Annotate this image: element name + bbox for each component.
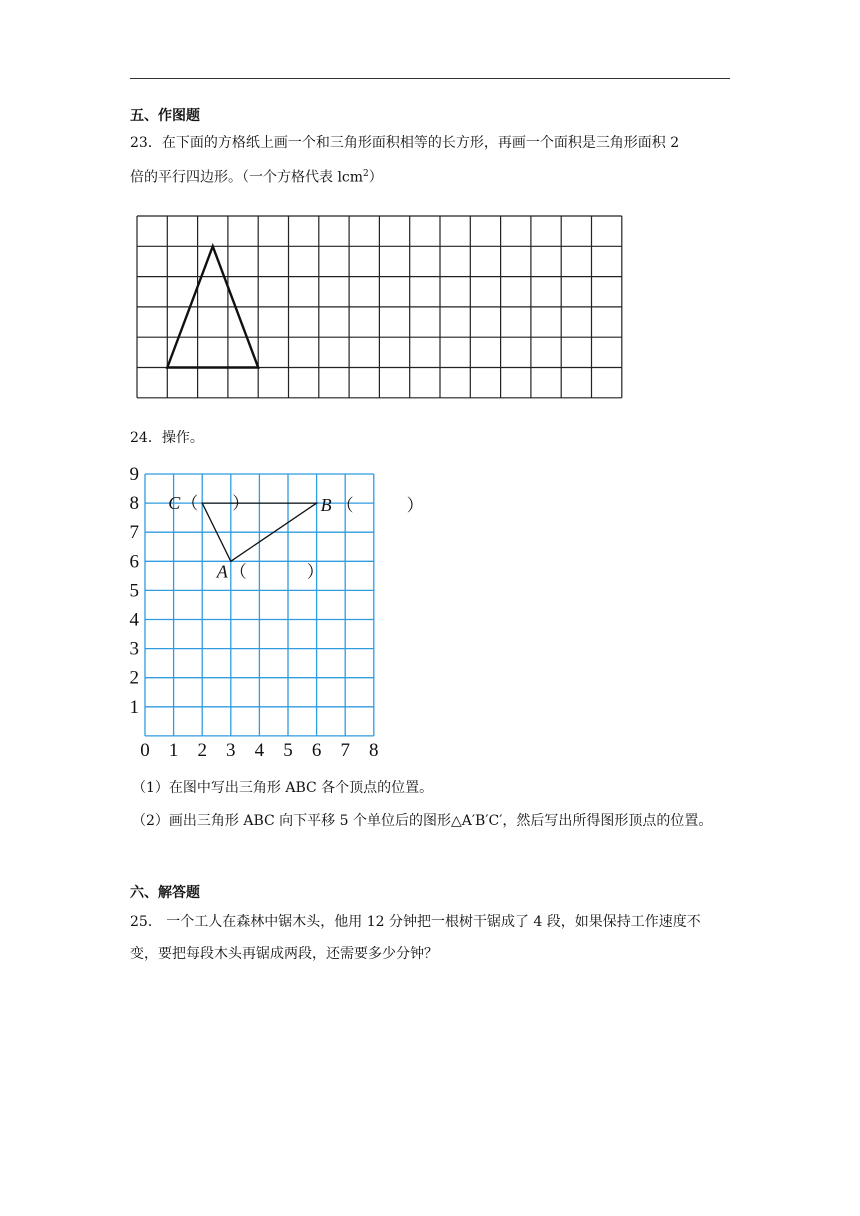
q24-sub-2: （2）画出三角形 ABC 向下平移 5 个单位后的图形△A′B′C′，然后写出所得图形顶点的位置。 [132,813,713,829]
q24-x-tick-label: 8 [369,739,379,761]
q24-vertex-label-a: A [216,561,228,582]
q24-y-tick-label: 7 [129,522,139,544]
q24-y-tick-label: 2 [129,667,139,689]
q24-paren-open-c: （ [181,494,199,514]
q24-y-tick-label: 6 [129,551,139,573]
q24-y-tick-label: 8 [129,493,139,515]
q24-y-tick-label: 4 [129,609,139,631]
q24-paren-close-c: ） [232,494,250,514]
q24-x-tick-label: 1 [168,739,179,761]
section-5-title: 五、作图题 [130,108,200,124]
q23-line-1: 23．在下面的方格纸上画一个和三角形面积相等的长方形，再画一个面积是三角形面积 2 [130,135,680,151]
q24-paren-close-a: ） [306,562,324,582]
q24-x-tick-label: 4 [254,739,265,761]
q24-x-tick-label: 3 [226,739,236,761]
q24-vertex-label-b: B [320,495,332,516]
q24-y-tick-label: 3 [129,638,139,660]
q24-y-tick-label: 9 [129,464,139,485]
q24-x-tick-label: 6 [311,739,322,761]
q24-y-tick-label: 5 [129,580,139,602]
q24-paren-open-a: （ [229,562,247,582]
q25-line-2: 变，要把每段木头再锯成两段，还需要多少分钟？ [130,946,438,962]
q23-line-2-text: 倍的平行四边形。（一个方格代表 lcm [130,169,364,186]
q23-line-2-end: ） [368,169,383,186]
q23-superscript: 2 [363,169,369,179]
q24-x-tick-label: 2 [197,739,207,761]
q24-paren-close-b: ） [406,496,424,516]
section-6-title: 六、解答题 [130,885,200,901]
q24-vertex-label-c: C [168,493,181,514]
q25-line-1: 25． 一个工人在森林中锯木头，他用 12 分钟把一根树干锯成了 4 段，如果保持工作速度不 [130,914,701,930]
q24-x-tick-label: 0 [140,739,150,761]
q24-x-tick-label: 7 [340,739,350,761]
q24-title: 24．操作。 [130,430,204,446]
q24-y-tick-label: 1 [129,696,139,718]
q24-x-tick-label: 5 [283,739,293,761]
q24-paren-open-b: （ [336,496,354,516]
q24-sub-1: （1）在图中写出三角形 ABC 各个顶点的位置。 [132,780,434,796]
